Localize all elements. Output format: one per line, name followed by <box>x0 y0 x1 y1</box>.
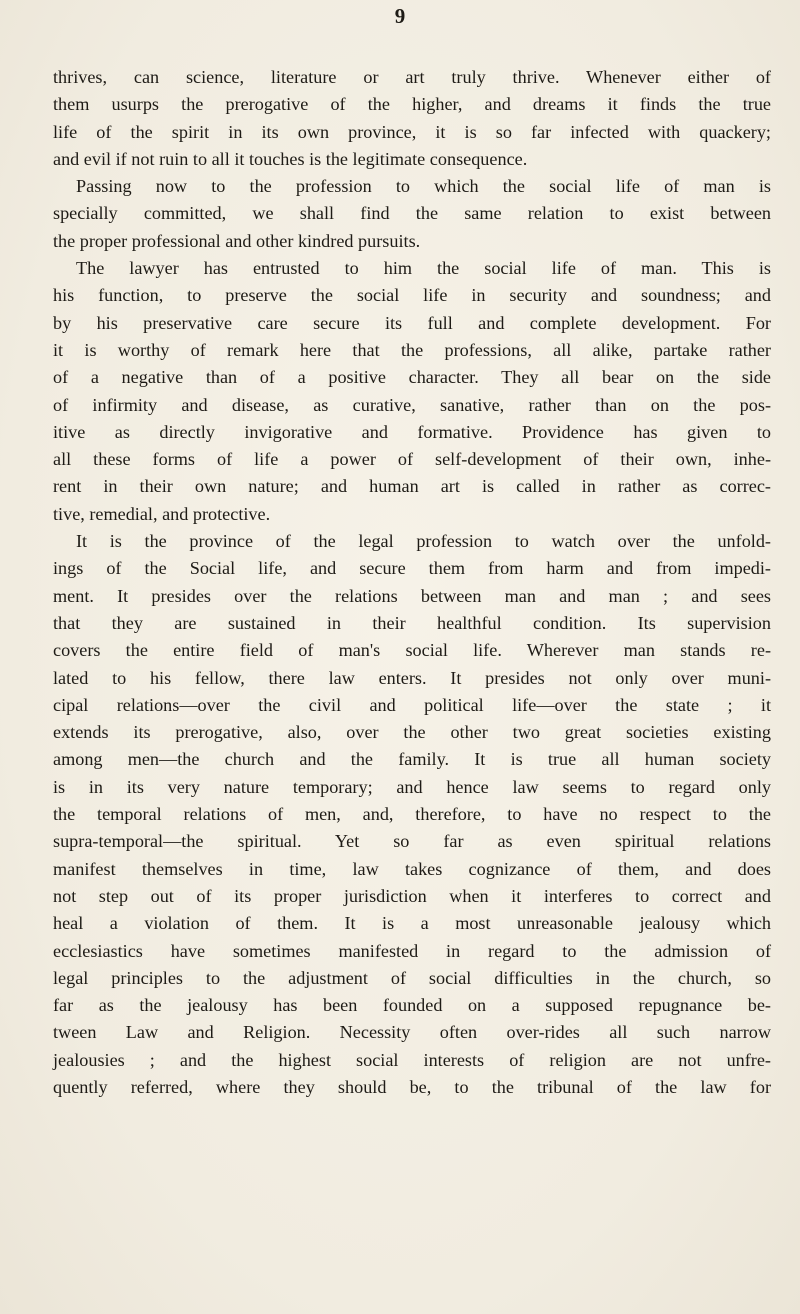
text-line: the temporal relations of men, and, therefore, to have no respect to the <box>53 804 771 825</box>
text-line: tive, remedial, and protective. <box>53 503 271 524</box>
text-line: all these forms of life a power of self-development of their own, inhe- <box>53 449 771 470</box>
text-line: rent in their own nature; and human art is called in rather as correc- <box>53 476 771 497</box>
text-line: The lawyer has entrusted to him the social life of man. This is <box>76 258 771 279</box>
text-line: jealousies ; and the highest social interests of religion are not unfre- <box>53 1049 771 1070</box>
text-line: far as the jealousy has been founded on a supposed repugnance be- <box>53 995 771 1016</box>
text-line: quently referred, where they should be, to the tribunal of the law for <box>53 1076 771 1097</box>
text-line: is in its very nature temporary; and hence law seems to regard only <box>53 776 771 797</box>
text-line: heal a violation of them. It is a most unreasonable jealousy which <box>53 913 771 934</box>
text-line: legal principles to the adjustment of social difficulties in the church, so <box>53 967 771 988</box>
text-line: Passing now to the profession to which the social life of man is <box>76 176 771 197</box>
text-line: ment. It presides over the relations between man and man ; and sees <box>53 585 771 606</box>
text-line: of infirmity and disease, as curative, sanative, rather than on the pos- <box>53 394 771 415</box>
text-line: ings of the Social life, and secure them from harm and from impedi- <box>53 558 771 579</box>
text-line: that they are sustained in their healthful condition. Its supervision <box>53 612 771 633</box>
text-line: It is the province of the legal profession to watch over the unfold- <box>76 531 771 552</box>
text-line: the proper professional and other kindred pursuits. <box>53 230 421 251</box>
text-line: not step out of its proper jurisdiction when it interferes to correct and <box>53 885 771 906</box>
text-line: among men—the church and the family. It is true all human society <box>53 749 771 770</box>
text-line: thrives, can science, literature or art truly thrive. Whenever either of <box>53 67 771 87</box>
text-line: his function, to preserve the social life in security and soundness; and <box>53 285 771 306</box>
text-line: cipal relations—over the civil and political life—over the state ; it <box>53 694 771 715</box>
text-line: extends its prerogative, also, over the other two great societies existing <box>53 722 771 743</box>
text-line: supra-temporal—the spiritual. Yet so far as even spiritual relations <box>53 831 771 852</box>
text-line: itive as directly invigorative and formative. Providence has given to <box>53 421 771 442</box>
text-line: of a negative than of a positive character. They all bear on the side <box>53 367 771 388</box>
text-line: it is worthy of remark here that the professions, all alike, partake rather <box>53 339 771 360</box>
text-line: manifest themselves in time, law takes cognizance of them, and does <box>53 858 771 879</box>
text-line: specially committed, we shall find the same relation to exist between <box>53 203 771 224</box>
text-line: ecclesiastics have sometimes manifested in regard to the admission of <box>53 940 771 961</box>
body-text <box>53 64 771 1101</box>
text-line: covers the entire field of man's social life. Wherever man stands re- <box>53 640 771 661</box>
page-number: 9 <box>394 4 406 28</box>
text-line: lated to his fellow, there law enters. It presides not only over muni- <box>53 667 771 688</box>
text-line: by his preservative care secure its full and complete development. For <box>53 312 771 333</box>
text-line: them usurps the prerogative of the higher, and dreams it finds the true <box>53 94 771 115</box>
text-line: life of the spirit in its own province, it is so far infected with quackery; <box>53 121 771 142</box>
text-line: tween Law and Religion. Necessity often over-rides all such narrow <box>53 1022 771 1043</box>
text-line: and evil if not ruin to all it touches is the legitimate consequence. <box>53 148 528 169</box>
